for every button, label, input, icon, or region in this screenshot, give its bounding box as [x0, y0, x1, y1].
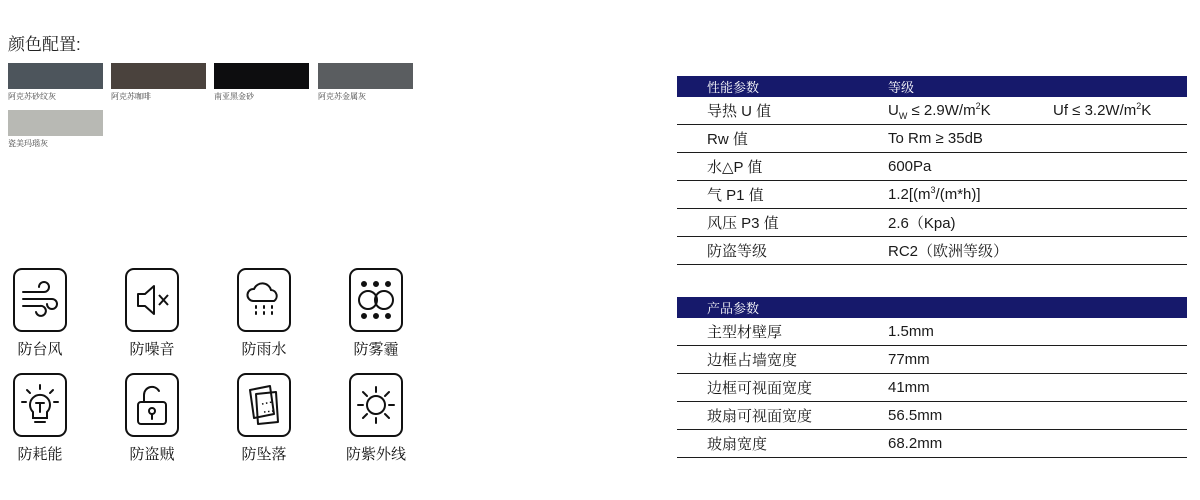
- row-param: 玻扇宽度: [707, 436, 768, 453]
- rain-cloud-icon: [243, 279, 285, 321]
- row-param: 风压 P3 值: [707, 215, 779, 232]
- table-row: [677, 402, 1187, 430]
- table-row: [677, 346, 1187, 374]
- feature-label: 防坠落: [241, 446, 287, 463]
- table-row: [677, 318, 1187, 346]
- swatch-label: 阿克苏金属灰: [318, 92, 366, 101]
- row-value: $U_W \le 2.9W/m^2K$: [888, 101, 991, 121]
- speaker-mute-icon: [132, 280, 172, 320]
- feature-icon-box: [13, 373, 67, 437]
- product-table: [677, 297, 1187, 458]
- row-param: Rw 值: [707, 131, 748, 148]
- performance-table-header: [677, 76, 1187, 97]
- row-value: 41mm: [888, 379, 930, 396]
- color-swatch[interactable]: [318, 63, 413, 102]
- table-row: [677, 209, 1187, 237]
- row-param: 边框可视面宽度: [707, 380, 813, 397]
- swatch-label: 阿克苏咖啡: [111, 92, 151, 101]
- row-param: 防盗等级: [707, 243, 768, 260]
- swatch-chip: [318, 63, 413, 89]
- feature-icon-box: [349, 373, 403, 437]
- color-swatch[interactable]: [8, 63, 103, 102]
- feature-label: 防盗贼: [129, 446, 175, 463]
- color-swatch[interactable]: [8, 110, 103, 149]
- swatch-label: 瓷美玛瑙灰: [8, 139, 48, 148]
- performance-table: [677, 76, 1187, 265]
- sun-icon: [354, 383, 398, 427]
- feature-uv: [340, 373, 412, 464]
- feature-icon-box: [349, 268, 403, 332]
- table-row: [677, 125, 1187, 153]
- row-value: 600Pa: [888, 158, 932, 175]
- swatch-chip: [8, 63, 103, 89]
- row-param: 主型材壁厚: [707, 324, 783, 341]
- color-config-title: 颜色配置:: [8, 35, 81, 54]
- smog-circles-icon: [355, 276, 397, 324]
- row-value: 77mm: [888, 351, 930, 368]
- swatch-chip: [214, 63, 309, 89]
- swatch-label: 阿克苏砂纹灰: [8, 92, 56, 101]
- table-row: [677, 153, 1187, 181]
- row-value: 2.6（Kpa): [888, 215, 956, 232]
- feature-icon-box: [125, 373, 179, 437]
- glass-panes-icon: [244, 382, 284, 428]
- feature-rain: [228, 268, 300, 359]
- swatch-chip: [111, 63, 206, 89]
- swatch-chip: [8, 110, 103, 136]
- feature-label: 防雨水: [241, 341, 287, 358]
- color-swatch[interactable]: [111, 63, 206, 102]
- table-row: [677, 374, 1187, 402]
- feature-label: 防耗能: [17, 446, 63, 463]
- row-value: 1.5mm: [888, 323, 934, 340]
- feature-icon-box: [237, 373, 291, 437]
- row-value: 56.5mm: [888, 407, 943, 424]
- row-value: $1.2[(m^3/(m*h)]$: [888, 185, 981, 203]
- padlock-icon: [132, 382, 172, 428]
- feature-energy: [4, 373, 76, 464]
- feature-smog: [340, 268, 412, 359]
- product-table-header: [677, 297, 1187, 318]
- feature-label: 防紫外线: [345, 446, 406, 463]
- feature-label: 防雾霾: [353, 341, 399, 358]
- swatch-label: 南亚黑金砂: [214, 92, 254, 101]
- lightbulb-icon: [19, 382, 61, 428]
- feature-label: 防台风: [17, 341, 63, 358]
- row-param: 水△P 值: [707, 159, 763, 176]
- table-row: [677, 237, 1187, 265]
- header-param: 性能参数: [707, 80, 760, 95]
- row-param: 气 P1 值: [707, 187, 764, 204]
- feature-icon-box: [237, 268, 291, 332]
- row-value: RC2（欧洲等级）: [888, 243, 1009, 260]
- feature-theft: [116, 373, 188, 464]
- row-value: To Rm ≥ 35dB: [888, 130, 983, 147]
- feature-icon-box: [125, 268, 179, 332]
- feature-noise: [116, 268, 188, 359]
- header-param: 产品参数: [707, 301, 760, 316]
- feature-typhoon: [4, 268, 76, 359]
- row-param: 边框占墙宽度: [707, 352, 798, 369]
- table-row: [677, 97, 1187, 125]
- table-row: [677, 430, 1187, 458]
- feature-icon-box: [13, 268, 67, 332]
- table-row: [677, 181, 1187, 209]
- row-param: 导热 U 值: [707, 103, 772, 120]
- row-param: 玻扇可视面宽度: [707, 408, 813, 425]
- header-grade: 等级: [888, 80, 915, 95]
- wind-icon: [20, 280, 60, 320]
- feature-fall: [228, 373, 300, 464]
- row-value-secondary: $Uf \le 3.2W/m^2K$: [1053, 101, 1152, 119]
- row-value: 68.2mm: [888, 435, 943, 452]
- color-swatch[interactable]: [214, 63, 309, 102]
- feature-label: 防噪音: [129, 341, 175, 358]
